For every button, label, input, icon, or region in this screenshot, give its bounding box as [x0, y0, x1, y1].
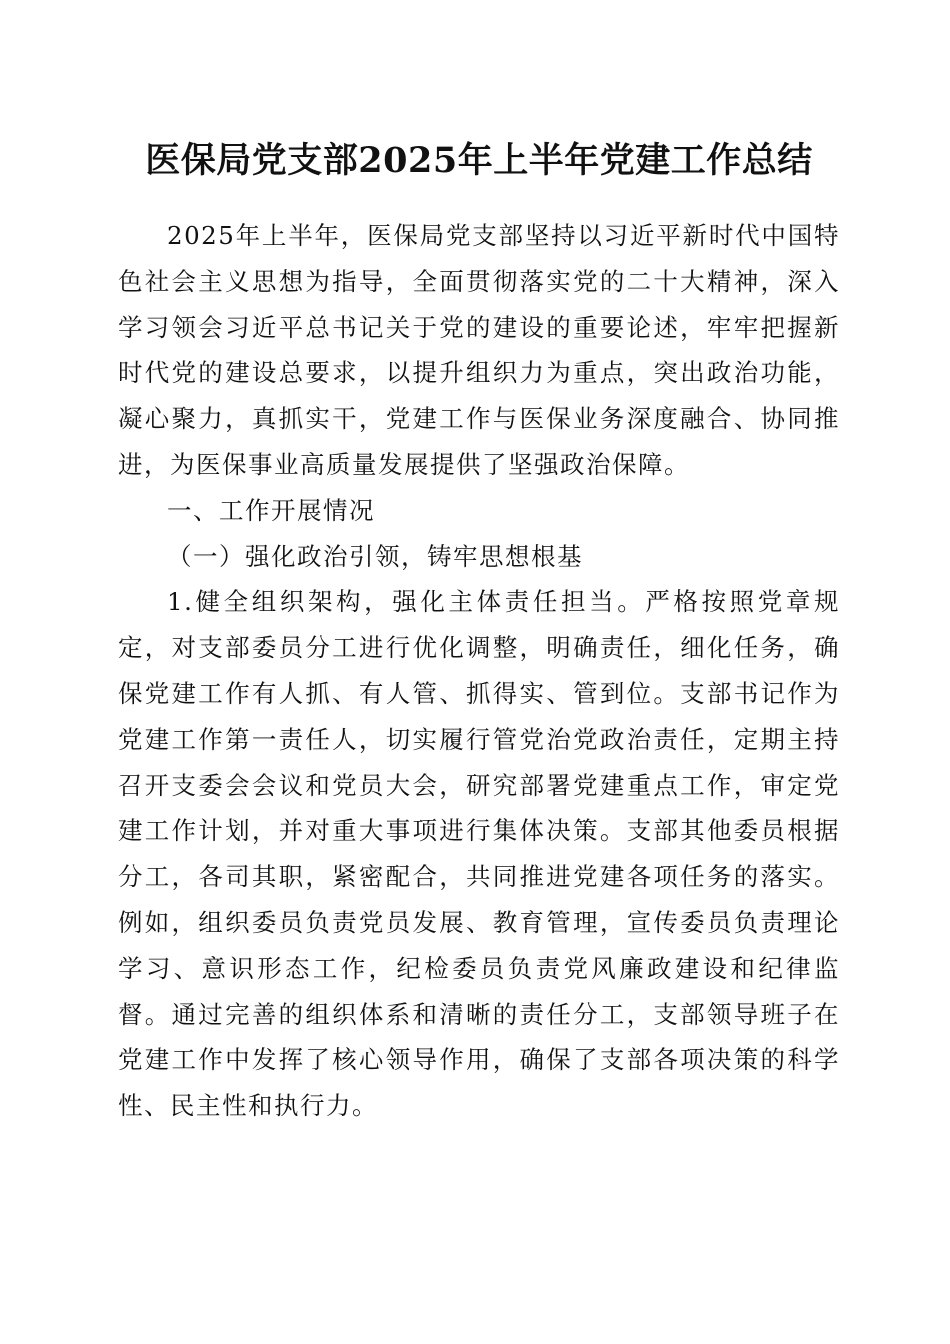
intro-paragraph: 2025年上半年，医保局党支部坚持以习近平新时代中国特色社会主义思想为指导，全面贯彻落实党的二十大精神，深入学习领会习近平总书记关于党的建设的重要论述，牢牢把握新时代党的建设总要求，以提升组织力为重点，突出政治功能，凝心聚力，真抓实干，党建工作与医保业务深度融合、协同推进，为医保事业高质量发展提供了坚强政治保障。 [118, 221, 840, 479]
body-paragraph: 1.健全组织架构，强化主体责任担当。严格按照党章规定，对支部委员分工进行优化调整，明确责任，细化任务，确保党建工作有人抓、有人管、抓得实、管到位。支部书记作为党建工作第一责任人，切实履行管党治党政治责任，定期主持召开支委会会议和党员大会，研究部署党建重点工作，审定党建工作计划，并对重大事项进行集体决策。支部其他委员根据分工，各司其职，紧密配合，共同推进党建各项任务的落实。例如，组织委员负责党员发展、教育管理，宣传委员负责理论学习、意识形态工作，纪检委员负责党风廉政建设和纪律监督。通过完善的组织体系和清晰的责任分工，支部领导班子在党建工作中发挥了核心领导作用，确保了支部各项决策的科学性、民主性和执行力。 [118, 587, 840, 1121]
section-heading: 一、工作开展情况 [167, 495, 375, 525]
document-title: 医保局党支部2025年上半年党建工作总结 [145, 140, 813, 181]
subsection-heading: （一）强化政治引领，铸牢思想根基 [167, 541, 583, 571]
